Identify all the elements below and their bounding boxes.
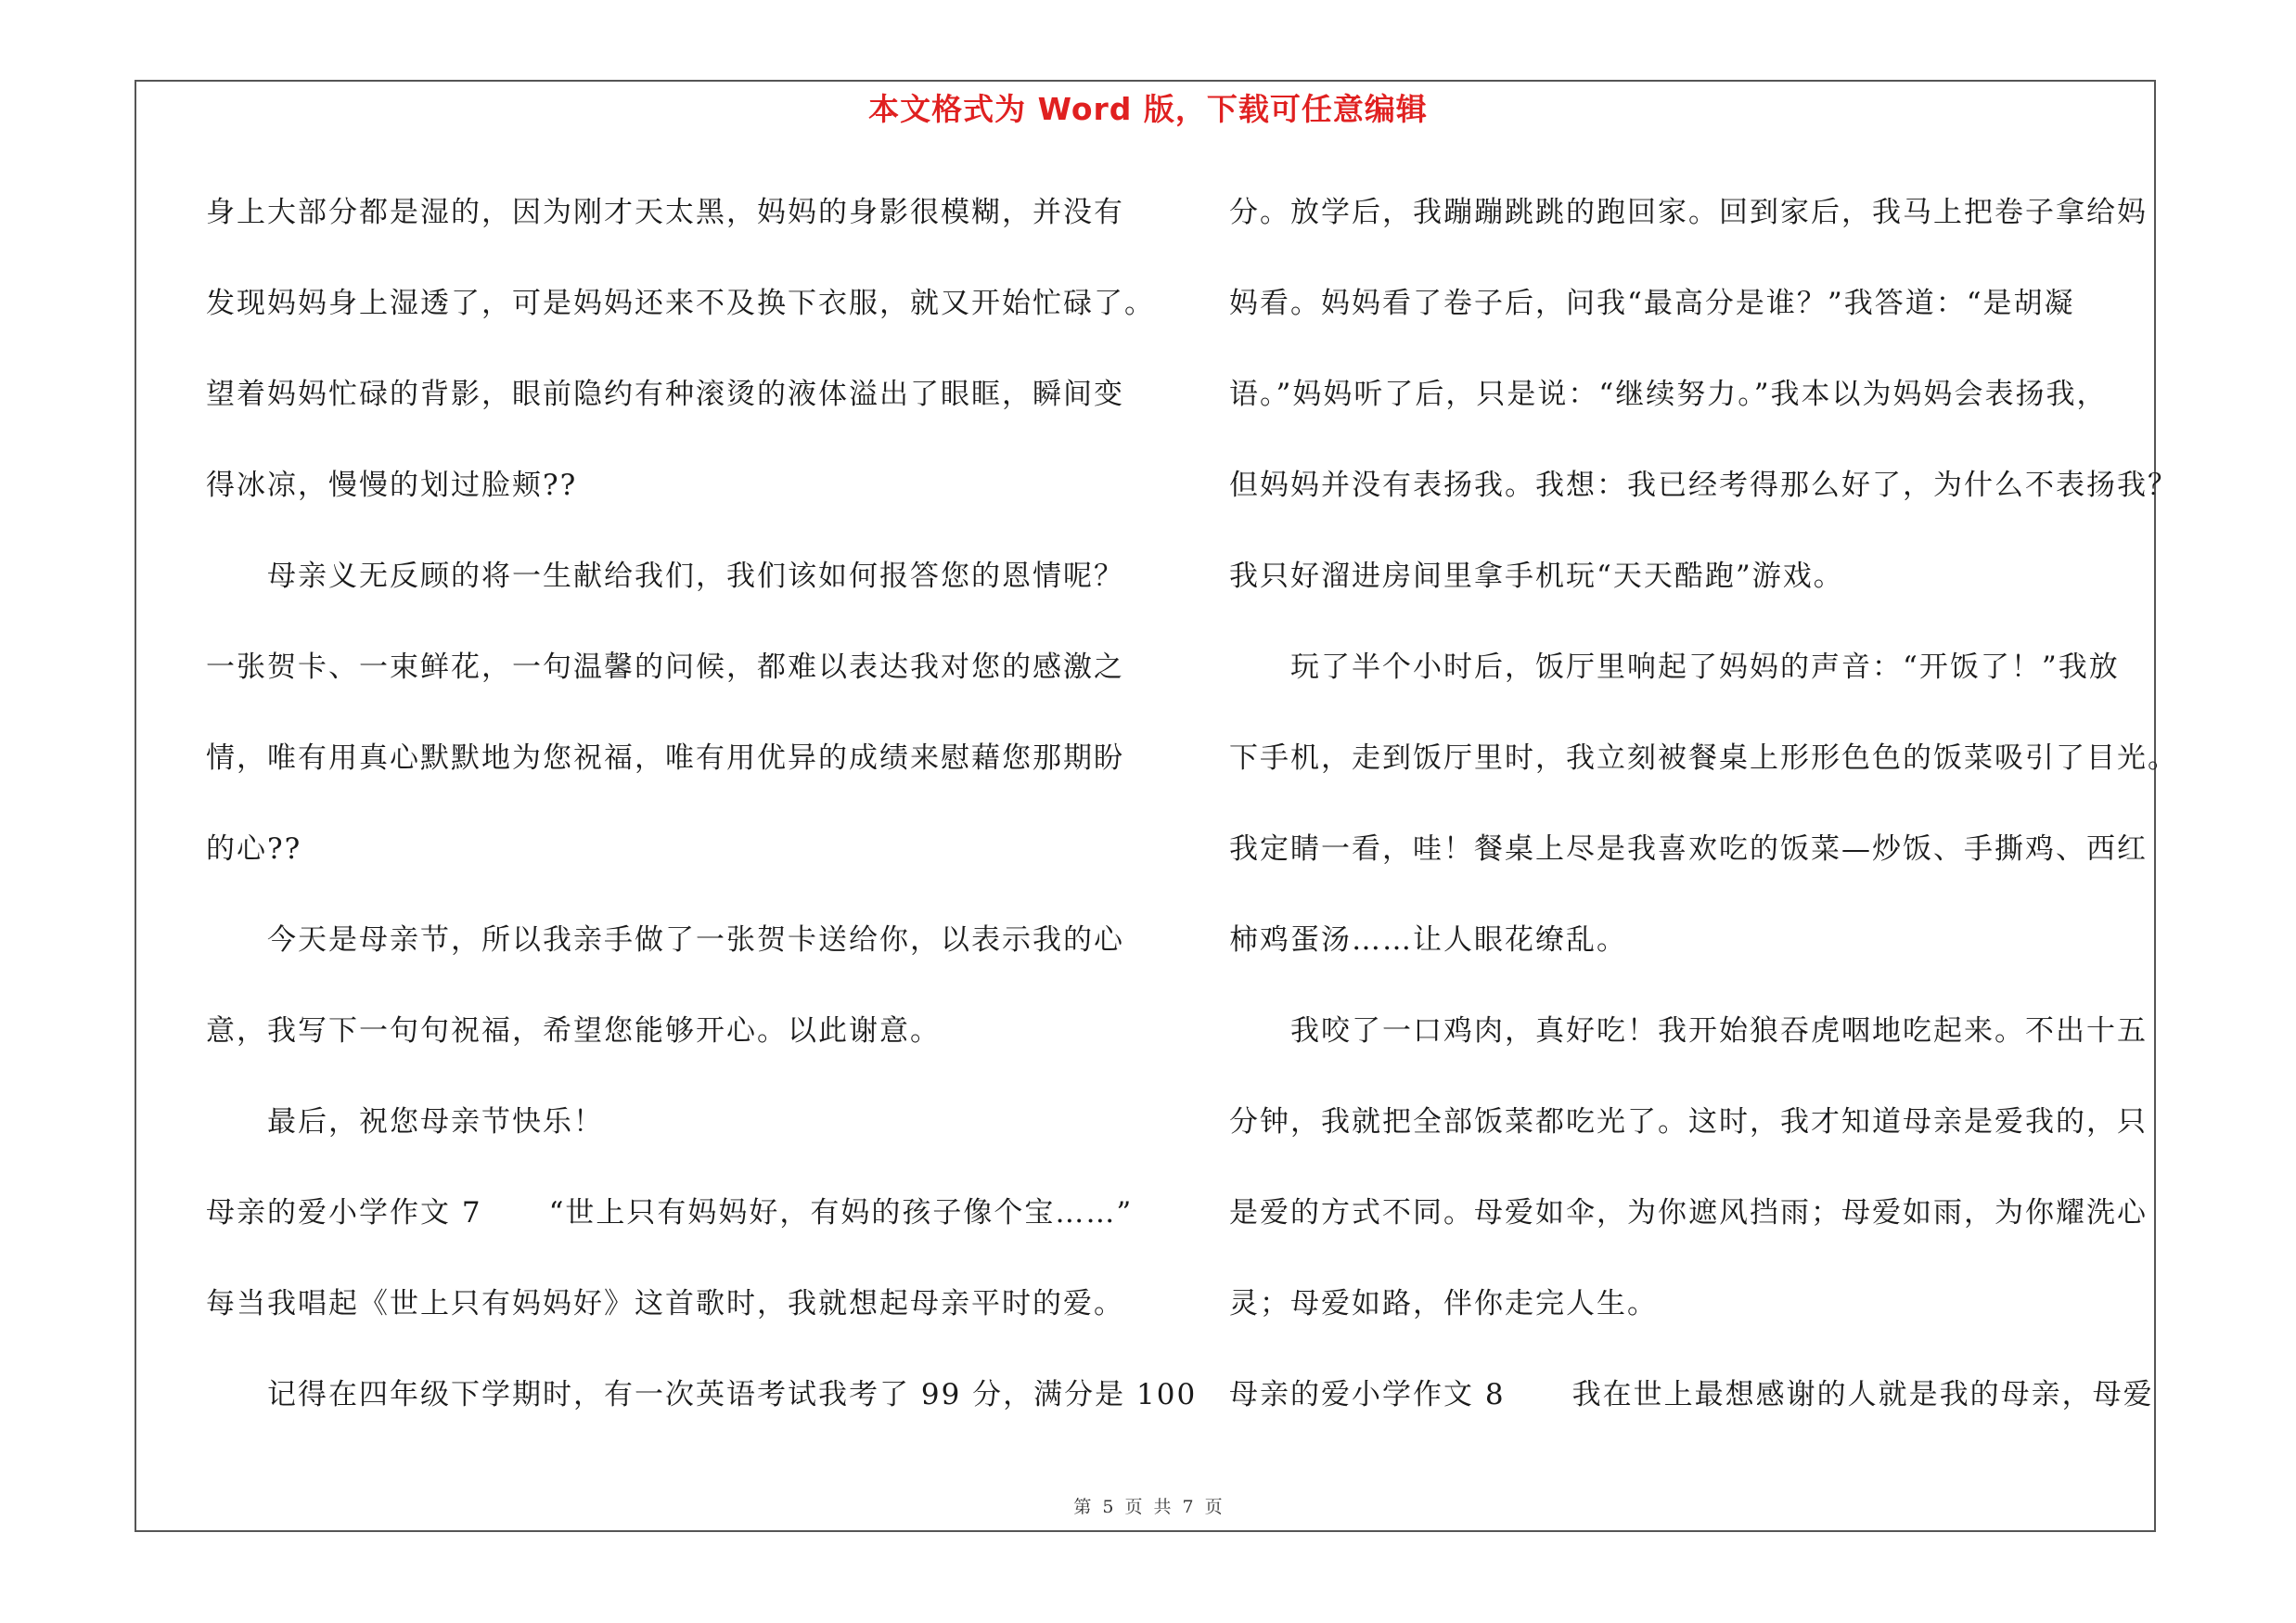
section-first-text: 我在世上最想感谢的人就是我的母亲，母爱 xyxy=(1571,1378,2154,1411)
header-banner: 本文格式为 Word 版，下载可任意编辑 xyxy=(868,91,1428,127)
paragraph-line: 我只好溜进房间里拿手机玩“天天酷跑”游戏。 xyxy=(1229,560,1844,593)
paragraph-line: 玩了半个小时后，饭厅里响起了妈妈的声音：“开饭了！”我放 xyxy=(1290,650,2120,684)
paragraph-line: 身上大部分都是湿的，因为刚才天太黑，妈妈的身影很模糊，并没有 xyxy=(206,196,1124,229)
section-heading-line xyxy=(206,1186,1143,1277)
paragraph-line: 分。放学后，我蹦蹦跳跳的跑回家。回到家后，我马上把卷子拿给妈 xyxy=(1229,196,2148,229)
paragraph-line: 我咬了一口鸡肉，真好吃！我开始狼吞虎咽地吃起来。不出十五 xyxy=(1290,1014,2148,1048)
paragraph-line: 我定睛一看，哇！餐桌上尽是我喜欢吃的饭菜—炒饭、手撕鸡、西红 xyxy=(1229,832,2148,866)
paragraph-line: 情，唯有用真心默默地为您祝福，唯有用优异的成绩来慰藉您那期盼 xyxy=(206,741,1124,775)
paragraph-line: 得冰凉，慢慢的划过脸颊?? xyxy=(206,469,578,502)
paragraph-line: 分钟，我就把全部饭菜都吃光了。这时，我才知道母亲是爱我的，只 xyxy=(1229,1105,2148,1139)
paragraph-line: 最后，祝您母亲节快乐！ xyxy=(267,1105,604,1139)
paragraph-line: 的心?? xyxy=(206,832,302,866)
paragraph-line: 母亲义无反顾的将一生献给我们，我们该如何报答您的恩情呢？ xyxy=(267,560,1124,593)
paragraph-line: 意，我写下一句句祝福，希望您能够开心。以此谢意。 xyxy=(206,1014,941,1048)
paragraph-line: 妈看。妈妈看了卷子后，问我“最高分是谁？”我答道：“是胡凝 xyxy=(1229,287,2075,320)
paragraph-line: 语。”妈妈听了后，只是说：“继续努力。”我本以为妈妈会表扬我， xyxy=(1229,378,2108,411)
paragraph-line: 灵；母爱如路，伴你走完人生。 xyxy=(1229,1287,1658,1320)
page-number: 第 5 页 共 7 页 xyxy=(1073,1497,1223,1517)
paragraph-line: 发现妈妈身上湿透了，可是妈妈还来不及换下衣服，就又开始忙碌了。 xyxy=(206,287,1155,320)
paragraph-line: 但妈妈并没有表扬我。我想：我已经考得那么好了，为什么不表扬我？ xyxy=(1229,469,2178,502)
paragraph-line: 记得在四年级下学期时，有一次英语考试我考了 99 分，满分是 100 xyxy=(267,1378,1198,1411)
section-heading-line xyxy=(1229,1368,2166,1459)
paragraph-line: 下手机，走到饭厅里时，我立刻被餐桌上形形色色的饭菜吸引了目光。 xyxy=(1229,741,2178,775)
paragraph-line: 今天是母亲节，所以我亲手做了一张贺卡送给你，以表示我的心 xyxy=(267,923,1124,957)
left-column xyxy=(206,186,1198,1459)
section-title: 母亲的爱小学作文 7 xyxy=(206,1196,482,1230)
paragraph-line: 每当我唱起《世上只有妈妈好》这首歌时，我就想起母亲平时的爱。 xyxy=(206,1287,1124,1320)
paragraph-line: 一张贺卡、一束鲜花，一句温馨的问候，都难以表达我对您的感激之 xyxy=(206,650,1124,684)
paragraph-line: 是爱的方式不同。母爱如伞，为你遮风挡雨；母爱如雨，为你耀洗心 xyxy=(1229,1196,2148,1230)
section-first-text: “世上只有妈妈好，有妈的孩子像个宝……” xyxy=(548,1196,1134,1230)
paragraph-line: 柿鸡蛋汤……让人眼花缭乱。 xyxy=(1229,923,1627,957)
paragraph-line: 望着妈妈忙碌的背影，眼前隐约有种滚烫的液体溢出了眼眶，瞬间变 xyxy=(206,378,1124,411)
right-column xyxy=(1229,186,2178,1459)
section-title: 母亲的爱小学作文 8 xyxy=(1229,1378,1506,1411)
